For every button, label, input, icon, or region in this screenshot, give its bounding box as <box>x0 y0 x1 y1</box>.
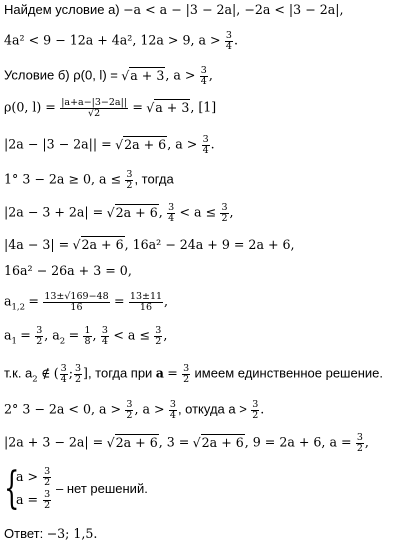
fraction-3-2: $\frac{3}{2}$ <box>221 202 228 224</box>
answer-label: Ответ: <box>4 526 44 541</box>
sqrt-2a-plus-6: √2a + 6 <box>106 204 158 220</box>
line-13: 2° 3 − 2a < 0, a > $\frac{3}{2}$ , a > $\frac{3}{4}$ , откуда a > $\frac{3}{2}$ . <box>4 399 265 421</box>
fraction-3-4: $\frac{3}{4}$ <box>101 325 108 347</box>
line-9 <box>4 262 132 280</box>
line-2: 4a² < 9 − 12a + 4a², 12a > 9, a > $\frac{3}{4}$ . <box>4 30 238 52</box>
equation-system <box>4 463 244 514</box>
line-8: |4a − 3| = √2a + 6, 16a² − 24a + 9 = 2a + 6, <box>4 237 295 252</box>
line-6: 1° 3 − 2a ≥ 0, a ≤ $\frac{3}{2}$ , тогда <box>4 169 174 191</box>
line-7: |2a − 3 + 2a| = √2a + 6, $\frac{3}{4}$ < a ≤ $\frac{3}{2}$ , <box>4 202 234 224</box>
line-3: Условие б) ρ(0, l) = √a + 3, a > $\frac{3}{4}$ , <box>4 65 213 87</box>
distance-fraction: $\frac{|a+a-|3-2a||}{√2}$ <box>61 97 127 119</box>
fraction-3-2: $\frac{3}{2}$ <box>126 399 133 421</box>
answer-values: −3; 1,5. <box>46 526 98 541</box>
case-1-header: 1° 3 − 2a ≥ 0, a ≤ <box>4 171 122 187</box>
fraction-3-4: $\frac{3}{4}$ <box>225 30 232 52</box>
fraction-3-2: $\frac{3}{2}$ <box>252 399 259 421</box>
fraction-3-2: $\frac{3}{2}$ <box>356 432 363 454</box>
sqrt-a-plus-3: √a + 3 <box>121 67 165 83</box>
unique-solution-text: имеем единственное решение. <box>194 365 384 381</box>
line-5: |2a − |3 − 2a|| = √2a + 6, a > $\frac{3}{4}$ . <box>4 134 215 156</box>
line-12: т.к. $a_2$ ∉ ( $\frac{3}{4}$ ; $\frac{3}{2}$ ], тогда при a = $\frac{3}{2}$ имеем единственное решение. <box>4 363 384 385</box>
left-brace: { <box>4 463 20 514</box>
line-14: |2a + 3 − 2a| = √2a + 6, 3 = √2a + 6, 9 = 2a + 6, a = $\frac{3}{2}$ , <box>4 432 369 454</box>
fraction-3-4: $\frac{3}{4}$ <box>202 134 209 156</box>
case-2-header: 2° 3 − 2a < 0, a > <box>4 401 122 417</box>
fraction-3-4: $\frac{3}{4}$ <box>169 399 176 421</box>
fraction-3-2: $\frac{3}{2}$ <box>126 169 133 191</box>
fraction-3-2: $\frac{3}{2}$ <box>183 363 190 385</box>
system-row-2: a = $\frac{3}{2}$ <box>16 489 51 511</box>
line-11: $a_1$ = $\frac{3}{2}$ , $a_2$ = $\frac{1}{8}$ , $\frac{3}{4}$ < a ≤ $\frac{3}{2}$ , <box>4 325 168 347</box>
roots-simplified-fraction: $\frac{13\pm 11}{16}$ <box>129 291 163 313</box>
fraction-3-2: $\frac{3}{2}$ <box>44 489 51 511</box>
fraction-1-8: $\frac{1}{8}$ <box>84 325 91 347</box>
condition-a-math: −a < a − |3 − 2a|, −2a < |3 − 2a|, <box>123 2 344 17</box>
line-1 <box>4 1 343 19</box>
bold-variable-a: a <box>155 365 164 381</box>
fraction-3-2: $\frac{3}{2}$ <box>74 363 82 385</box>
fraction-3-4: $\frac{3}{4}$ <box>168 202 175 224</box>
fraction-3-4: $\frac{3}{4}$ <box>200 65 207 87</box>
fraction-3-4: $\frac{3}{4}$ <box>60 363 67 385</box>
sqrt-2a-plus-6: √2a + 6 <box>72 237 124 252</box>
no-solutions-text: – нет решений. <box>56 481 148 496</box>
answer-line <box>4 525 97 543</box>
sqrt-2a-plus-6: √2a + 6 <box>192 434 244 450</box>
line-4: ρ(0, l) = $\frac{|a+a-|3-2a||}{√2}$ = √a + 3, [1] <box>4 97 217 119</box>
system-row-1: a > $\frac{3}{2}$ <box>16 466 51 488</box>
fraction-3-2: $\frac{3}{2}$ <box>155 325 162 347</box>
sqrt-2a-plus-6: √2a + 6 <box>106 434 158 450</box>
condition-b-label: Условие б) ρ(0, l) = <box>4 67 118 83</box>
fraction-3-2: $\frac{3}{2}$ <box>44 466 51 488</box>
sqrt-a-plus-3: √a + 3 <box>146 99 190 115</box>
condition-a-label: Найдем условие а) <box>4 2 120 17</box>
roots-formula-fraction: $\frac{13\pm√169-48}{16}$ <box>44 291 109 313</box>
fraction-3-2: $\frac{3}{2}$ <box>36 325 43 347</box>
inequality-chain: 4a² < 9 − 12a + 4a², 12a > 9, a > <box>4 32 221 48</box>
quadratic-equation: 16a² − 26a + 3 = 0, <box>4 263 132 278</box>
sqrt-2a-plus-6: √2a + 6 <box>115 136 167 152</box>
line-10: $a_{1,2}$ = $\frac{13\pm√169-48}{16}$ = $\frac{13\pm 11}{16}$ , <box>4 291 169 313</box>
